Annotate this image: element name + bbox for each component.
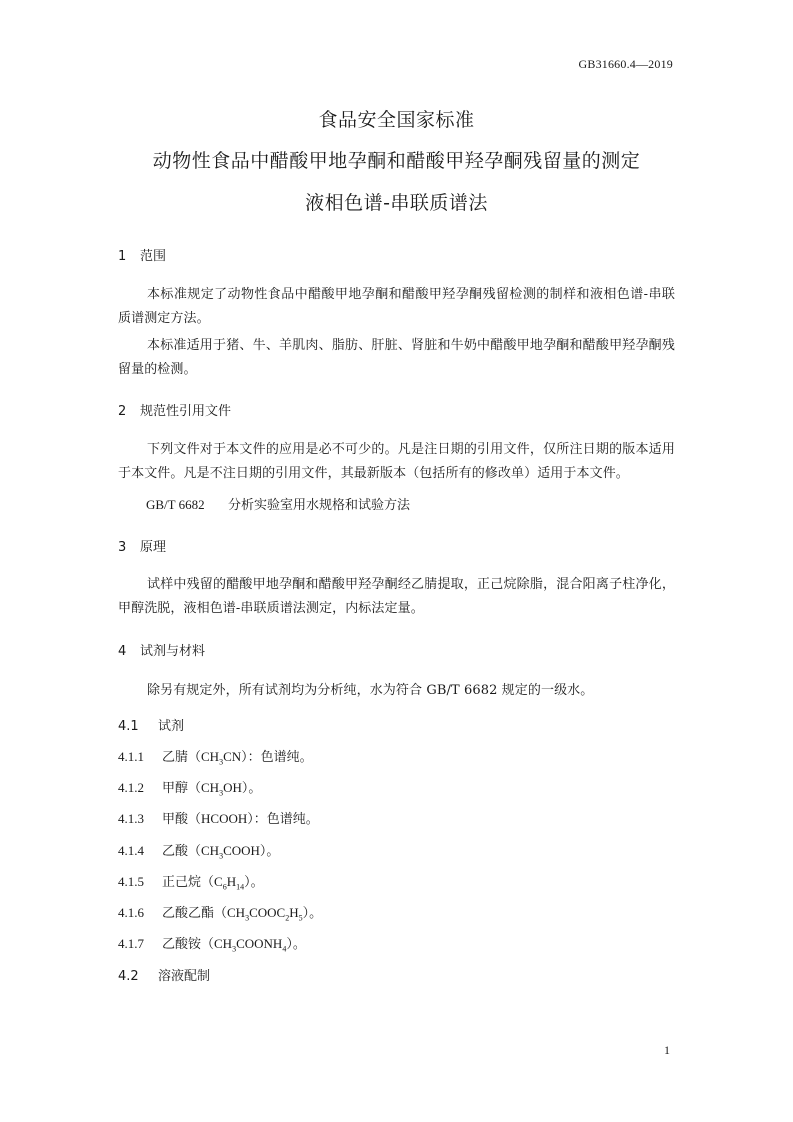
reference-code: GB/T 6682: [146, 497, 205, 512]
reagent-name: 乙腈（: [162, 750, 202, 765]
section-number: 3: [118, 540, 127, 555]
subsection-number: 4.2: [118, 969, 139, 984]
reagent-item: [118, 808, 319, 827]
section-title: 规范性引用文件: [140, 404, 232, 419]
title-line-2: 动物性食品中醋酸甲地孕酮和醋酸甲羟孕酮残留量的测定: [152, 150, 641, 172]
formula-subscript: 5: [298, 913, 303, 923]
reagent-number: 4.1.3: [118, 811, 144, 826]
normative-reference: [146, 494, 410, 513]
reagent-note: ）：色谱纯。: [241, 750, 313, 765]
page-number: 1: [664, 1043, 670, 1057]
reagent-item: [118, 933, 306, 954]
standard-number: GB31660.4—2019: [578, 57, 673, 71]
section-title: 试剂与材料: [140, 644, 206, 659]
reagent-formula: $CH_3COONH_4$: [214, 936, 287, 954]
section-4-heading: [118, 640, 205, 659]
reagent-number: 4.1.5: [118, 874, 144, 889]
reagent-note: ）。: [241, 781, 262, 796]
reagent-note: ）。: [302, 906, 323, 921]
reagent-number: 4.1.4: [118, 843, 144, 858]
formula-subscript: 3: [219, 851, 224, 861]
reference-title: 分析实验室用水规格和试验方法: [228, 498, 411, 513]
formula-subscript: 6: [222, 882, 227, 892]
section-2-paragraph-1: 下列文件对于本文件的应用是必不可少的。凡是注日期的引用文件，仅所注日期的版本适用于本文件。凡是不注日期的引用文件，其最新版本（包括所有的修改单）适用于本文件。: [118, 442, 675, 481]
formula-subscript: 2: [285, 913, 290, 923]
reagent-formula: $CH_3OH$: [201, 780, 242, 798]
reagent-name: 乙酸乙酯（: [162, 906, 228, 921]
reagent-formula: $C_6H_{14}$: [214, 874, 245, 892]
reagent-name: 乙酸铵（: [162, 937, 215, 952]
section-title: 原理: [140, 540, 167, 555]
reagent-number: 4.1.1: [118, 749, 144, 764]
section-number: 1: [118, 249, 127, 264]
section-1-paragraph-2: 本标准适用于猪、牛、羊肌肉、脂肪、肝脏、肾脏和牛奶中醋酸甲地孕酮和醋酸甲羟孕酮残留量的检测。: [118, 338, 675, 377]
reagent-formula: $CH_3CN$: [201, 749, 242, 767]
reagent-note: ）。: [244, 875, 264, 890]
section-number: 4: [118, 644, 127, 659]
reagent-name: 甲酸（: [162, 812, 202, 827]
formula-subscript: 3: [232, 944, 237, 954]
subsection-4-1-heading: [118, 715, 184, 734]
reagent-name: 甲醇（: [162, 781, 202, 796]
reagent-formula: HCOOH: [201, 811, 248, 826]
section-3-paragraph-1: 试样中残留的醋酸甲地孕酮和醋酸甲羟孕酮经乙腈提取，正己烷除脂，混合阳离子柱净化，甲醇洗脱，液相色谱-串联质谱法测定，内标法定量。: [118, 577, 675, 616]
reagent-item: [118, 840, 279, 861]
reagent-name: 乙酸（: [162, 844, 202, 859]
reagent-number: 4.1.6: [118, 905, 144, 920]
reagent-item: [118, 777, 261, 798]
reagent-formula: $CH_3COOH$: [201, 843, 260, 861]
reagent-item: [118, 871, 264, 892]
section-number: 2: [118, 404, 127, 419]
formula-subscript: 4: [282, 944, 287, 954]
section-title: 范围: [140, 249, 167, 264]
section-2-heading: [118, 400, 231, 419]
reagent-note: ）：色谱纯。: [247, 812, 319, 827]
formula-subscript: 3: [245, 913, 250, 923]
formula-subscript: 3: [219, 788, 224, 798]
subsection-number: 4.1: [118, 719, 139, 734]
subsection-4-2-heading: [118, 965, 210, 984]
section-1-paragraph-1: 本标准规定了动物性食品中醋酸甲地孕酮和醋酸甲羟孕酮残留检测的制样和液相色谱-串联质谱测定方法。: [118, 287, 675, 326]
section-4-paragraph-1: 除另有规定外，所有试剂均为分析纯，水为符合 GB/T 6682 规定的一级水。: [147, 683, 594, 698]
reagent-note: ）。: [286, 937, 306, 952]
subsection-title: 试剂: [158, 719, 185, 734]
reagent-note: ）。: [259, 844, 280, 859]
reagent-number: 4.1.7: [118, 936, 144, 951]
subsection-title: 溶液配制: [158, 969, 211, 984]
reagent-number: 4.1.2: [118, 780, 144, 795]
formula-subscript: 3: [219, 757, 224, 767]
reagent-name: 正己烷（: [162, 875, 215, 890]
title-line-1: 食品安全国家标准: [318, 109, 475, 131]
section-1-heading: [118, 245, 166, 264]
title-line-3: 液相色谱-串联质谱法: [305, 192, 488, 214]
formula-subscript: 14: [236, 882, 245, 892]
section-3-heading: [118, 536, 166, 555]
reagent-formula: $CH_3COOC_2H_5$: [227, 905, 303, 923]
reagent-item: [118, 746, 313, 767]
reagent-item: [118, 902, 322, 923]
